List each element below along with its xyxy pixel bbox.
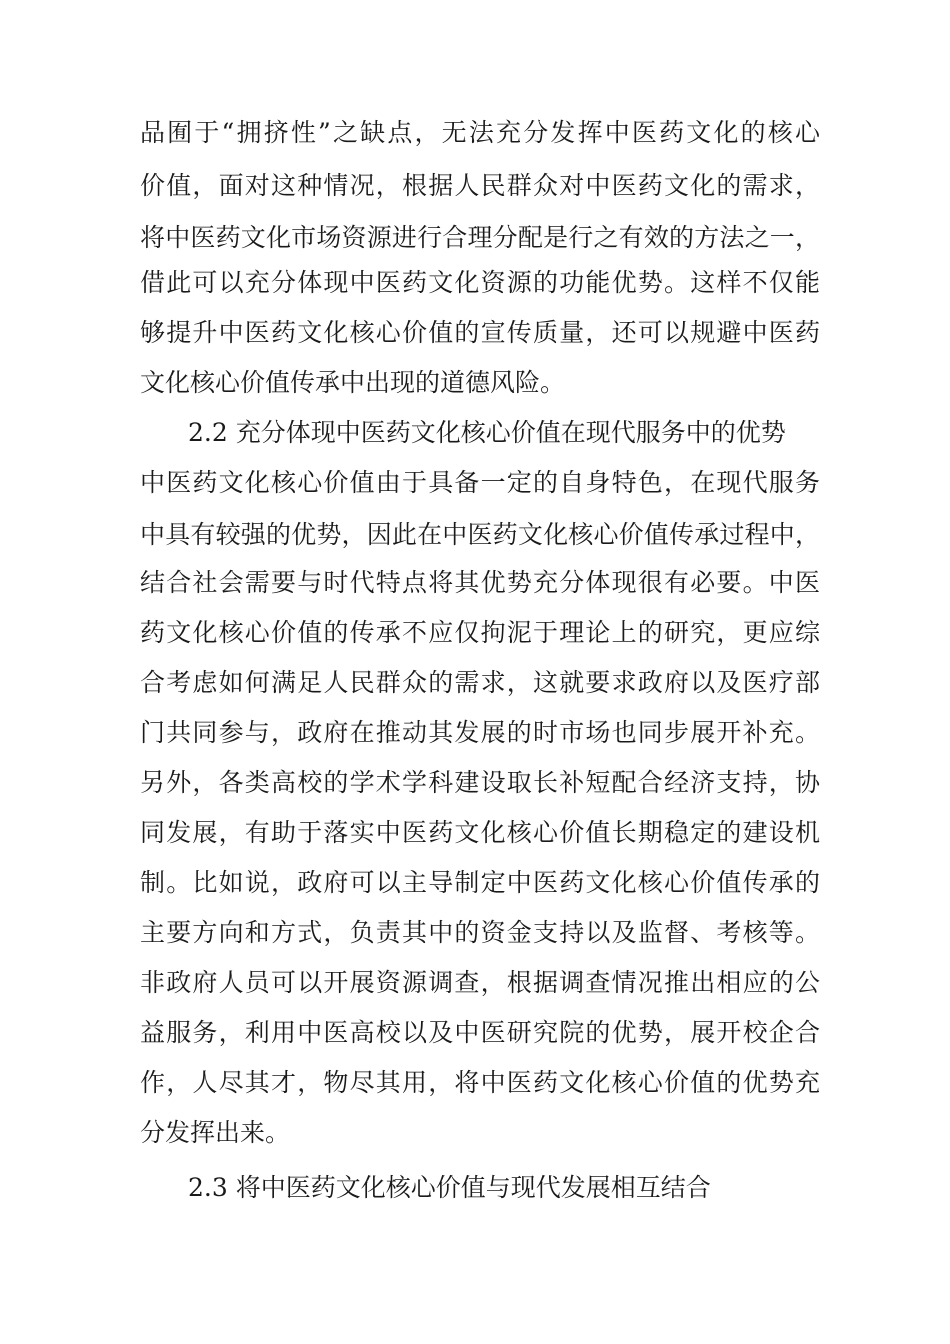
paragraph-line: 同发展，有助于落实中医药文化核心价值长期稳定的建设机 — [140, 818, 820, 847]
paragraph-line: 文化核心价值传承中出现的道德风险。 — [140, 368, 566, 397]
paragraph-line: 品囿于“拥挤性”之缺点，无法充分发挥中医药文化的核心 — [140, 118, 820, 147]
paragraph-line: 价值，面对这种情况，根据人民群众对中医药文化的需求， — [140, 171, 820, 200]
paragraph-line: 门共同参与，政府在推动其发展的时市场也同步展开补充。 — [140, 718, 820, 747]
paragraph-line: 制。比如说，政府可以主导制定中医药文化核心价值传承的 — [140, 868, 820, 897]
paragraph-line: 另外，各类高校的学术学科建设取长补短配合经济支持，协 — [140, 768, 820, 797]
paragraph-line: 够提升中医药文化核心价值的宣传质量，还可以规避中医药 — [140, 318, 820, 347]
section-heading-2-2: 2.2 充分体现中医药文化核心价值在现代服务中的优势 — [188, 418, 786, 447]
section-heading-2-3: 2.3 将中医药文化核心价值与现代发展相互结合 — [188, 1173, 711, 1202]
paragraph-line: 主要方向和方式，负责其中的资金支持以及监督、考核等。 — [140, 918, 820, 947]
paragraph-line: 益服务，利用中医高校以及中医研究院的优势，展开校企合 — [140, 1018, 820, 1047]
paragraph-line: 借此可以充分体现中医药文化资源的功能优势。这样不仅能 — [140, 268, 820, 297]
paragraph-line: 中具有较强的优势，因此在中医药文化核心价值传承过程中， — [140, 520, 820, 549]
paragraph-line: 中医药文化核心价值由于具备一定的自身特色，在现代服务 — [140, 468, 820, 497]
paragraph-line: 非政府人员可以开展资源调查，根据调查情况推出相应的公 — [140, 968, 820, 997]
paragraph-line: 药文化核心价值的传承不应仅拘泥于理论上的研究，更应综 — [140, 618, 820, 647]
paragraph-line: 结合社会需要与时代特点将其优势充分体现很有必要。中医 — [140, 568, 820, 597]
paragraph-line: 将中医药文化市场资源进行合理分配是行之有效的方法之一， — [140, 223, 820, 252]
paragraph-line: 作，人尽其才，物尽其用，将中医药文化核心价值的优势充 — [140, 1068, 820, 1097]
paragraph-line: 合考虑如何满足人民群众的需求，这就要求政府以及医疗部 — [140, 668, 820, 697]
paragraph-line: 分发挥出来。 — [140, 1118, 291, 1147]
